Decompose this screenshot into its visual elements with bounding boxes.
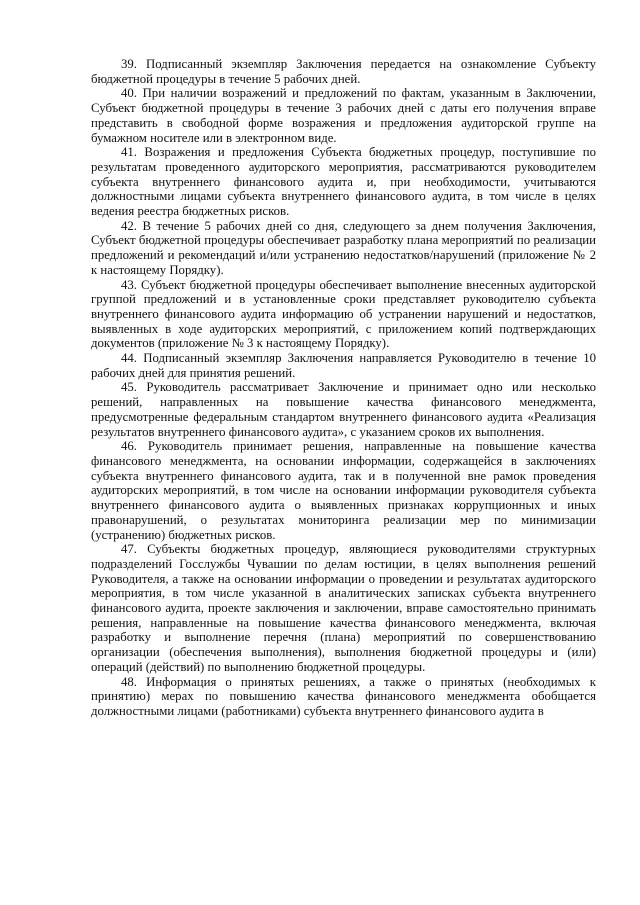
paragraph-39: 39. Подписанный экземпляр Заключения передается на ознакомление Субъекту бюджетной процедуры в течение 5 рабочих дней. [91, 57, 596, 86]
paragraph-41: 41. Возражения и предложения Субъекта бюджетных процедур, поступившие по результатам проведенного аудиторского мероприятия, рассматриваются руководителем субъекта внутреннего финансового аудита и, при необходимости, учитываются должностными лицами субъекта внутреннего финансового аудита, в том числе в целях ведения реестра бюджетных рисков. [91, 145, 596, 219]
paragraph-44: 44. Подписанный экземпляр Заключения направляется Руководителю в течение 10 рабочих дней для принятия решений. [91, 351, 596, 380]
paragraph-47: 47. Субъекты бюджетных процедур, являющиеся руководителями структурных подразделений Госслужбы Чувашии по делам юстиции, в целях выполнения решений Руководителя, а также на основании информации о проведении и результатах аудиторского мероприятия, в том числе указанной в аналитических записках субъекта внутреннего финансового аудита, проекте заключения и заключении, вправе самостоятельно принимать решения, направленные на повышение качества финансового менеджмента, включая разработку и выполнение перечня (плана) мероприятий по совершенствованию организации (обеспечения выполнения), выполнения бюджетной процедуры и (или) операций (действий) по выполнению бюджетной процедуры. [91, 542, 596, 674]
paragraph-40: 40. При наличии возражений и предложений по фактам, указанным в Заключении, Субъект бюджетной процедуры в течение 3 рабочих дней с даты его получения вправе представить в свободной форме возражения и предложения аудиторской группе на бумажном носителе или в электронном виде. [91, 86, 596, 145]
paragraph-42: 42. В течение 5 рабочих дней со дня, следующего за днем получения Заключения, Субъект бюджетной процедуры обеспечивает разработку плана мероприятий по реализации предложений и рекомендаций и/или устранению недостатков/нарушений (приложение № 2 к настоящему Порядку). [91, 218, 596, 277]
paragraph-48: 48. Информация о принятых решениях, а также о принятых (необходимых к принятию) мерах по повышению качества финансового менеджмента обобщается должностными лицами (работниками) субъекта внутреннего финансового аудита в [91, 674, 596, 718]
document-page [91, 57, 596, 719]
paragraph-45: 45. Руководитель рассматривает Заключение и принимает одно или несколько решений, направленных на повышение качества финансового менеджмента, предусмотренные федеральным стандартом внутреннего финансового аудита «Реализация результатов внутреннего финансового аудита», с указанием сроков их выполнения. [91, 380, 596, 439]
paragraph-46: 46. Руководитель принимает решения, направленные на повышение качества финансового менеджмента, на основании информации, содержащейся в заключениях субъекта внутреннего финансового аудита, так и в полученной вне рамок проведения аудиторских мероприятий, в том числе на основании информации руководителя субъекта внутреннего финансового аудита о выявленных признаках коррупционных и иных правонарушений, о результатах мониторинга реализации мер по минимизации (устранению) бюджетных рисков. [91, 439, 596, 542]
paragraph-43: 43. Субъект бюджетной процедуры обеспечивает выполнение внесенных аудиторской группой предложений и в установленные сроки представляет руководителю субъекта внутреннего финансового аудита информацию об устранении нарушений и недостатков, выявленных в ходе аудиторских мероприятий, с приложением копий подтверждающих документов (приложение № 3 к настоящему Порядку). [91, 277, 596, 351]
